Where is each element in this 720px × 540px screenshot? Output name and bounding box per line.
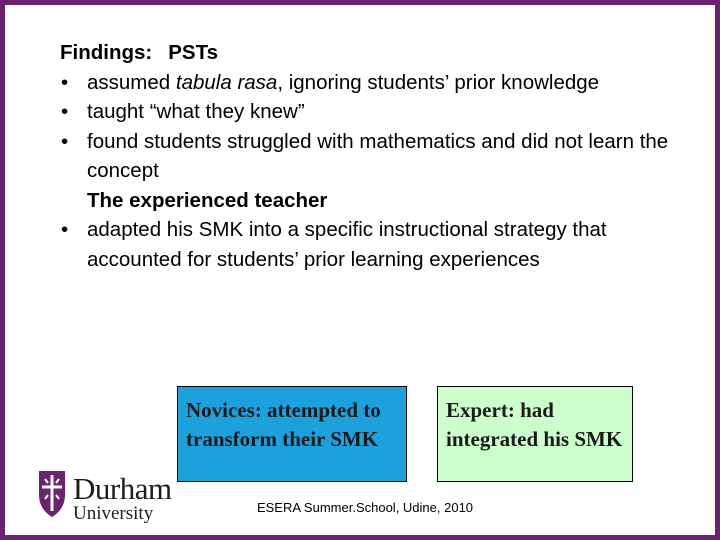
findings-label: Findings: <box>60 41 153 64</box>
findings-subject: PSTs <box>168 41 218 64</box>
list-item <box>56 97 696 127</box>
slide-content <box>56 38 696 274</box>
slide-footer: ESERA Summer.School, Udine, 2010 <box>256 500 474 515</box>
logo-wordmark: Durham <box>73 471 172 506</box>
findings-heading <box>56 38 696 68</box>
list-item <box>56 127 696 186</box>
pst-findings-list <box>56 68 696 186</box>
durham-crest-icon <box>37 469 67 521</box>
bullet-text-suffix: , ignoring students’ prior knowledge <box>277 70 600 94</box>
bullet-text: found students struggled with mathematics and did not learn the concept <box>87 129 669 182</box>
list-item <box>56 68 696 98</box>
bullet-text-prefix: assumed <box>87 70 176 94</box>
bullet-icon: • <box>61 218 69 241</box>
novices-callout-box: Novices: attempted to transform their SMK <box>177 386 407 482</box>
bullet-icon: • <box>61 70 69 94</box>
bullet-icon: • <box>61 129 69 153</box>
experienced-teacher-heading: The experienced teacher <box>87 188 328 212</box>
durham-university-logo <box>37 467 172 527</box>
list-item <box>56 215 696 274</box>
bullet-text: adapted his SMK into a specific instructional strategy that accounted for students’ prior learning experiences <box>87 218 607 271</box>
expert-findings-list <box>56 215 696 274</box>
bullet-text-emphasis: tabula rasa <box>175 70 278 94</box>
expert-callout-box: Expert: had integrated his SMK <box>437 386 633 482</box>
bullet-icon: • <box>61 100 69 123</box>
bullet-text: taught “what they knew” <box>87 100 305 123</box>
logo-subtitle: University <box>73 503 154 524</box>
